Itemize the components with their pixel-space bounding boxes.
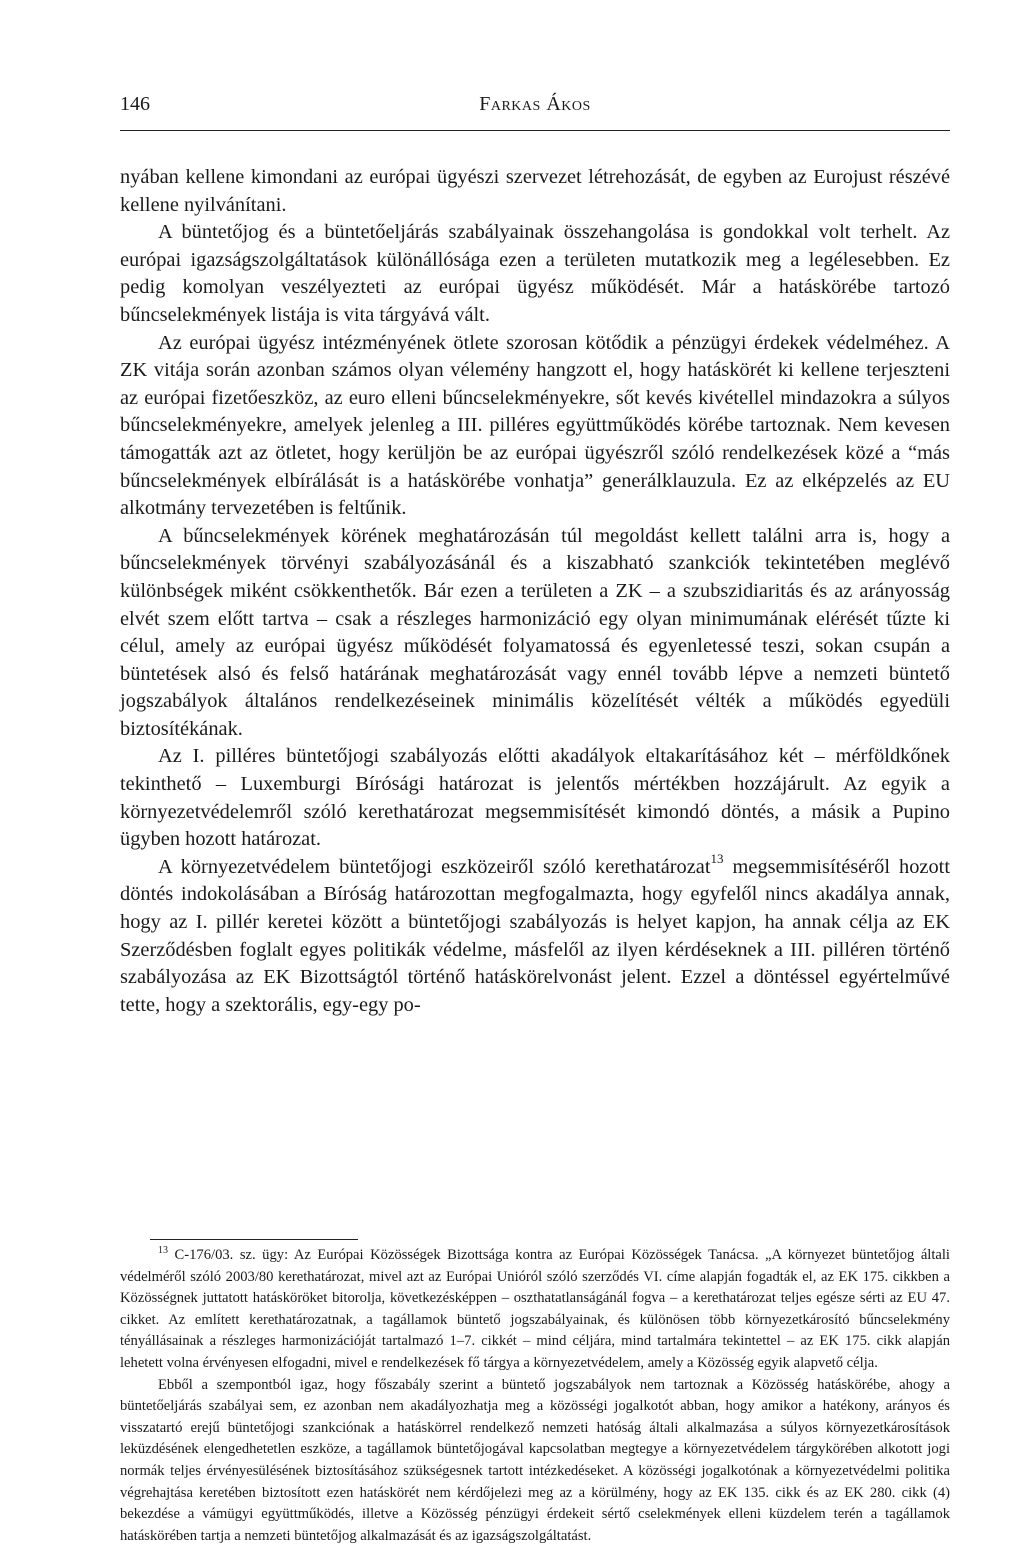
paragraph: Az európai ügyész intézményének ötlete szorosan kötődik a pénzügyi érdekek védelméhez. A ZK vitája során azonban számos olyan vélemény hangzott el, hogy hatáskörét ki kellene terjeszteni az európai fizetőeszköz, az euro elleni bűncselekményekre, sőt kevés kivétellel mindazokra a súlyos bűncselekményekre, amelyek jelenleg a III. pilléres együttműködés körébe tartoznak. Nem kevesen támogatták azt az ötletet, hogy kerüljön be az európai ügyészről szóló rendelkezések közé a “más bűncselekmények elbírálását is a hatáskörébe vonhatja” generálklauzula. Ez az elképzelés az EU alkotmány tervezetében is feltűnik. xyxy=(120,331,950,520)
paragraph-with-footnote-ref xyxy=(120,851,951,1020)
footnote-number: 13 xyxy=(158,1245,168,1257)
footnote-text: C-176/03. sz. ügy: Az Európai Közösségek Bizottsága kontra az Európai Közösségek Tanácsa. „A környezet büntetőjog általi védelméről szóló 2003/80 kerethatározat, mivel azt az Európai Unióról szóló szerződés VI. címe alapján fogadták el, az EK 175. cikkben a Közösségnek juttatott hatásköröket bitorolja, következésképpen – oszthatatlanságánál fogva – a kerethatározat teljes egésze sérti az EU 47. cikket. Az említett kerethatározatnak, a tagállamok büntető jogszabályainak, és különösen több környezetkárosító bűncselekmény tényállásainak a részleges harmonizációját tartalmazó 1–7. cikkét – mind céljára, mind tartalmára tekintettel – az EK 175. cikk alapján lehetett volna érvényesen elfogadni, mivel e rendelkezések fő tárgya a környezetvédelem, amely a Közösség egyik alapvető célja. xyxy=(120,1247,950,1371)
paragraph: nyában kellene kimondani az európai ügyészi szervezet létrehozását, de egyben az Eurojust részévé kellene nyilvánítani. xyxy=(120,166,950,216)
header-rule xyxy=(120,130,950,131)
page-header xyxy=(120,93,950,127)
paragraph: A bűncselekmények körének meghatározásán túl megoldást kellett találni arra is, hogy a bűncselekmények törvényi szabályozásánál és a kiszabható szankciók tekintetében meglévő különbségek miként csökkenthetők. Bár ezen a területen a ZK – a szubszidiaritás és az arányosság elvét szem előtt tartva – csak a részleges harmonizáció egy olyan minimumának elérését tűzte ki célul, amely az európai ügyész működését folyamatossá és egyenletessé teszi, sokan csupán a büntetések alsó és felső határának meghatározását vagy ennél tovább lépve a nemzeti büntető jogszabályok általános rendelkezéseinek minimális közelítését vélték a működés egyedüli biztosítékának. xyxy=(120,524,950,740)
paragraph-text-end: megsemmisítéséről hozott döntés indokolásában a Bíróság határozottan megfogalmazta, hogy egyfelől nincs akadálya annak, hogy az I. pillér keretei között a büntetőjogi szabályozás is helyet kapjon, ha annak célja az EK Szerződésben foglalt egyes politikák védelme, másfelől az ilyen kérdéseknek a III. pilléren történő szabályozása az EK Bizottságtól történő hatáskörelvonást jelent. Ezzel a döntéssel egyértelművé tette, hogy a szektorális, egy-egy po- xyxy=(120,855,951,1016)
footnote-reference[interactable]: 13 xyxy=(710,851,724,867)
page-number: 146 xyxy=(120,93,150,115)
footnote-continuation: Ebből a szempontból igaz, hogy főszabály szerint a büntető jogszabályok nem tartoznak a Közösség hatáskörébe, ahogy a büntetőeljárás szabályai sem, ez azonban nem akadályozhatja meg a közösségi jogalkotót abban, hogy amikor a hatékony, arányos és visszatartó erejű büntetőjogi szankciónak a hatáskörrel rendelkező nemzeti hatóság általi alkalmazása a súlyos környezetkárosítások leküzdésének elengedhetetlen eszköze, a tagállamok büntetőjogával kapcsolatban megtegye a környezetvédelem tárgykörében alkotott jogi normák teljes érvényesülésének biztosításához szükségesnek tartott intézkedéseket. A közösségi jogalkotónak a környezetvédelmi politika végrehajtása keretében biztosított ezen hatáskörét nem kérdőjelezi meg az a körülmény, hogy az EK 135. cikk és az EK 280. cikk (4) bekezdése a vámügyi együttműködés, illetve a Közösség pénzügyi érdekeit sértő cselekmények elleni küzdelem terén a tagállamok hatáskörében tartja a nemzeti büntetőjog alkalmazását és az igazságszolgáltatást. xyxy=(120,1376,950,1544)
main-text xyxy=(120,164,950,1019)
footnotes xyxy=(120,1245,950,1547)
paragraph-text-start: A környezetvédelem büntetőjogi eszközeiről szóló kerethatározat xyxy=(158,855,711,878)
paragraph: Az I. pilléres büntetőjogi szabályozás előtti akadályok eltakarításához két – mérföldkőnek tekinthető – Luxemburgi Bírósági határozat is jelentős mértékben hozzájárult. Az egyik a környezetvédelemről szóló kerethatározat megsemmisítését kimondó döntés, a másik a Pupino ügyben hozott határozat. xyxy=(120,745,950,851)
running-head-author: Farkas Ákos xyxy=(479,93,591,115)
footnote-rule xyxy=(150,1239,358,1240)
footnote xyxy=(120,1245,950,1375)
paragraph: A büntetőjog és a büntetőeljárás szabályainak összehangolása is gondokkal volt terhelt. Az európai igazságszolgáltatások különállósága ezen a területen mutatkozik meg a legélesebben. Ez pedig komolyan veszélyezteti az európai ügyész működését. Már a hatáskörébe tartozó bűncselekmények listája is vita tárgyává vált. xyxy=(120,221,950,326)
